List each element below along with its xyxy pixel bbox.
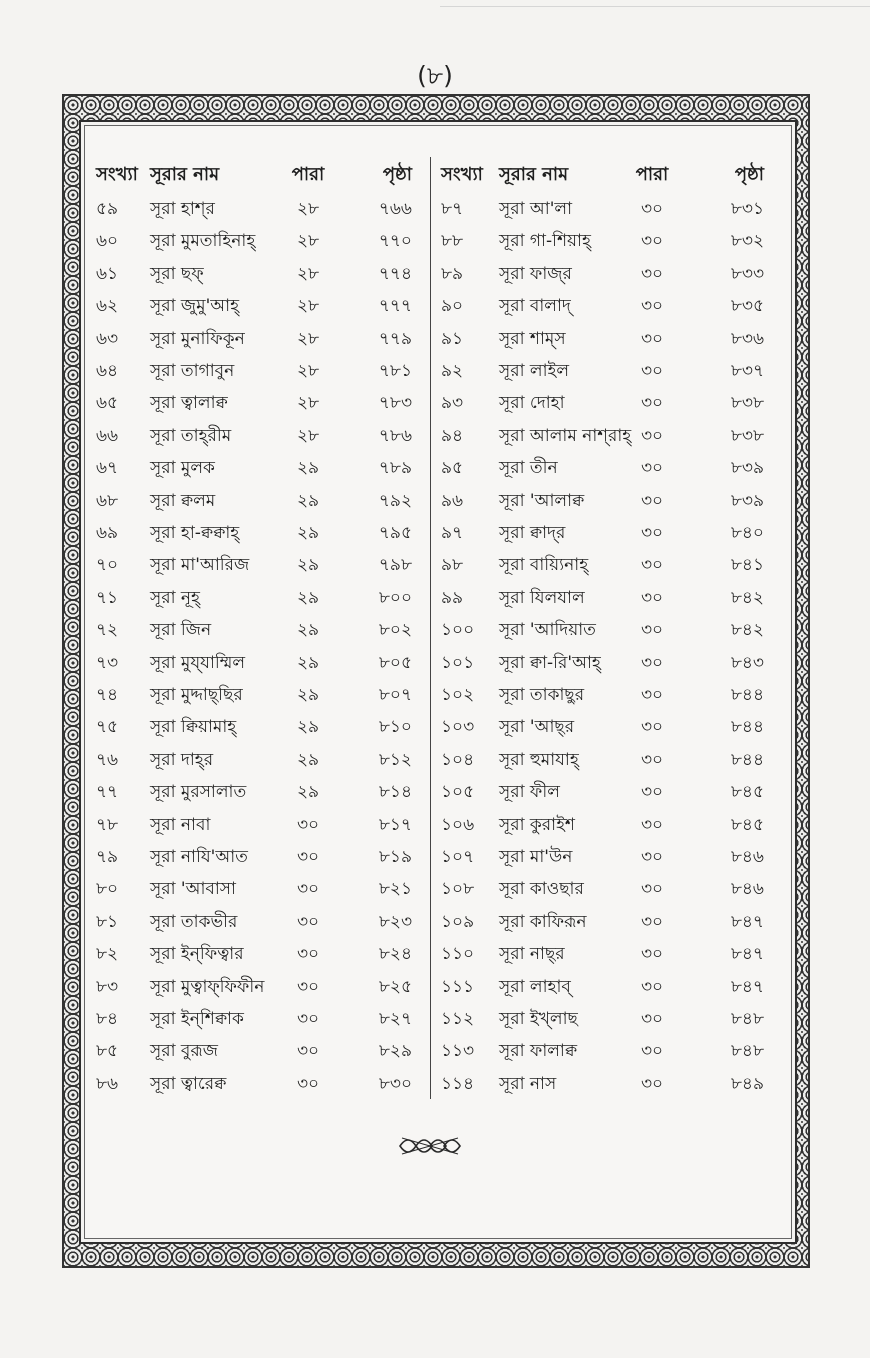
row-name: সূরা 'আছ্‌র	[499, 717, 575, 737]
row-number: ১১০	[441, 944, 475, 964]
row-name: সূরা ছফ্‌	[150, 264, 204, 284]
row-para: ৩০	[640, 1009, 664, 1029]
row-page: ৭৮৩	[378, 393, 412, 413]
row-para: ৩০	[640, 1074, 664, 1094]
row-page: ৮৩৮	[730, 393, 764, 413]
header-para-left: পারা	[291, 164, 325, 185]
row-page: ৭৮৯	[378, 458, 412, 478]
row-page: ৮০০	[378, 588, 412, 608]
row-number: ৭৯	[96, 847, 119, 867]
row-name: সূরা ফাজ্‌র	[499, 264, 572, 284]
row-name: সূরা আলাম নাশ্‌রাহ্‌	[499, 426, 632, 446]
row-name: সূরা যিলযাল	[499, 588, 585, 608]
row-page: ৮৪৫	[730, 782, 764, 802]
row-name: সূরা 'আদিয়াত	[499, 620, 596, 640]
row-para: ২৯	[296, 491, 320, 511]
row-number: ৫৯	[96, 199, 119, 219]
row-page: ৮৪২	[730, 620, 764, 640]
row-name: সূরা তাহ্‌রীম	[150, 426, 232, 446]
row-page: ৮৪৩	[730, 653, 764, 673]
row-page: ৮৩৩	[730, 264, 764, 284]
row-para: ৩০	[640, 879, 664, 899]
row-name: সূরা ইন্‌ফিত্বার	[150, 944, 244, 964]
row-name: সূরা ক্বলম	[150, 491, 216, 511]
row-name: সূরা শাম্‌স	[499, 329, 566, 349]
row-name: সূরা মুমতাহিনাহ্‌	[150, 231, 256, 251]
row-name: সূরা ক্বা-রি'আহ্‌	[499, 653, 601, 673]
row-para: ২৯	[296, 523, 320, 543]
row-number: ১০১	[441, 653, 475, 673]
row-page: ৮৪৫	[730, 815, 764, 835]
row-para: ২৯	[296, 685, 320, 705]
row-page: ৮২৩	[378, 912, 412, 932]
row-para: ৩০	[640, 944, 664, 964]
row-number: ৯৮	[441, 555, 464, 575]
row-number: ৮৮	[441, 231, 464, 251]
row-para: ৩০	[640, 393, 664, 413]
row-number: ১০৩	[441, 717, 475, 737]
row-para: ৩০	[640, 231, 664, 251]
row-page: ৮২৪	[378, 944, 412, 964]
row-number: ৭৪	[96, 685, 119, 705]
row-page: ৮৪২	[730, 588, 764, 608]
row-page: ৮২৫	[378, 977, 412, 997]
row-para: ৩০	[640, 685, 664, 705]
row-para: ৩০	[640, 750, 664, 770]
top-edge-line	[440, 6, 870, 7]
row-para: ২৮	[296, 426, 320, 446]
row-para: ৩০	[296, 879, 320, 899]
row-name: সূরা তীন	[499, 458, 558, 478]
row-para: ৩০	[640, 912, 664, 932]
row-para: ২৯	[296, 653, 320, 673]
row-name: সূরা ফালাক্ব	[499, 1041, 578, 1061]
row-number: ৭৫	[96, 717, 119, 737]
row-page: ৮০২	[378, 620, 412, 640]
row-page: ৮৪০	[730, 523, 764, 543]
row-page: ৮৪৭	[730, 944, 764, 964]
row-number: ১০৪	[441, 750, 475, 770]
row-number: ১১৪	[441, 1074, 475, 1094]
row-page: ৮২৭	[378, 1009, 412, 1029]
row-page: ৮০৫	[378, 653, 412, 673]
row-para: ২৯	[296, 750, 320, 770]
row-para: ৩০	[640, 458, 664, 478]
row-page: ৮৪৮	[730, 1009, 764, 1029]
row-page: ৮৩৭	[730, 361, 764, 381]
row-name: সূরা মা'আরিজ	[150, 555, 250, 575]
row-page: ৮৩০	[378, 1074, 412, 1094]
row-name: সূরা তাগাবুন	[150, 361, 235, 381]
row-page: ৮৪৪	[730, 685, 764, 705]
row-page: ৮১৯	[378, 847, 412, 867]
row-number: ৯২	[441, 361, 464, 381]
row-para: ২৮	[296, 329, 320, 349]
row-number: ১১২	[441, 1009, 475, 1029]
row-name: সূরা তাকাছুর	[499, 685, 585, 705]
row-page: ৮১২	[378, 750, 412, 770]
row-name: সূরা ইখ্‌লাছ	[499, 1009, 578, 1029]
row-page: ৭৯৮	[378, 555, 412, 575]
row-para: ২৯	[296, 458, 320, 478]
row-number: ৬৯	[96, 523, 119, 543]
row-number: ৯০	[441, 296, 464, 316]
row-page: ৭৮১	[378, 361, 412, 381]
row-name: সূরা দাহ্‌র	[150, 750, 214, 770]
row-para: ২৮	[296, 393, 320, 413]
row-para: ৩০	[296, 977, 320, 997]
row-number: ৮৯	[441, 264, 464, 284]
row-name: সূরা কুরাইশ	[499, 815, 575, 835]
row-page: ৮৪৪	[730, 750, 764, 770]
row-name: সূরা ত্বালাক্ব	[150, 393, 228, 413]
row-name: সূরা 'আবাসা	[150, 879, 236, 899]
header-name-left: সূরার নাম	[150, 164, 220, 185]
row-name: সূরা আ'লা	[499, 199, 573, 219]
row-para: ৩০	[640, 264, 664, 284]
header-number-right: সংখ্যা	[441, 164, 483, 185]
row-name: সূরা 'আলাক্ব	[499, 491, 585, 511]
row-name: সূরা বালাদ্‌	[499, 296, 571, 316]
row-page: ৮১০	[378, 717, 412, 737]
row-page: ৮৩৬	[730, 329, 764, 349]
row-number: ১০৬	[441, 815, 475, 835]
row-number: ৬৭	[96, 458, 119, 478]
row-para: ৩০	[296, 1074, 320, 1094]
row-number: ১০৫	[441, 782, 475, 802]
row-number: ৯৩	[441, 393, 464, 413]
row-name: সূরা মুত্বাফ্‌ফিফীন	[150, 977, 265, 997]
row-number: ৭৭	[96, 782, 119, 802]
row-name: সূরা ইন্‌শিক্বাক	[150, 1009, 244, 1029]
row-number: ৭৮	[96, 815, 119, 835]
row-para: ২৮	[296, 199, 320, 219]
column-divider	[430, 157, 431, 1099]
row-name: সূরা জুমু'আহ্‌	[150, 296, 239, 316]
row-number: ৬২	[96, 296, 119, 316]
row-number: ৯৪	[441, 426, 464, 446]
row-page: ৮৩২	[730, 231, 764, 251]
header-page-left: পৃষ্ঠা	[382, 164, 412, 185]
row-number: ৭০	[96, 555, 119, 575]
row-number: ৭২	[96, 620, 119, 640]
row-page: ৭৬৬	[378, 199, 412, 219]
row-para: ২৯	[296, 555, 320, 575]
row-name: সূরা বুরূজ	[150, 1041, 218, 1061]
row-number: ৬৩	[96, 329, 119, 349]
flourish-ornament-icon	[398, 1132, 462, 1160]
row-page: ৮৪৬	[730, 847, 764, 867]
row-para: ৩০	[640, 620, 664, 640]
row-number: ৬০	[96, 231, 119, 251]
row-number: ১০২	[441, 685, 475, 705]
row-page: ৭৭০	[378, 231, 412, 251]
row-number: ১০৯	[441, 912, 475, 932]
row-para: ৩০	[640, 977, 664, 997]
row-number: ৮৪	[96, 1009, 119, 1029]
row-number: ৯৯	[441, 588, 464, 608]
row-number: ৮১	[96, 912, 119, 932]
row-page: ৮৩১	[730, 199, 764, 219]
row-para: ৩০	[640, 588, 664, 608]
row-name: সূরা লাহাব্‌	[499, 977, 571, 997]
row-name: সূরা নাবা	[150, 815, 211, 835]
row-name: সূরা কাফিরূন	[499, 912, 587, 932]
row-para: ৩০	[640, 426, 664, 446]
row-number: ৬৮	[96, 491, 119, 511]
row-para: ৩০	[296, 1009, 320, 1029]
row-para: ৩০	[640, 847, 664, 867]
row-page: ৮৪৯	[730, 1074, 764, 1094]
row-name: সূরা হাশ্‌র	[150, 199, 215, 219]
row-name: সূরা তাকভীর	[150, 912, 238, 932]
row-name: সূরা মা'উন	[499, 847, 573, 867]
row-number: ৬৬	[96, 426, 119, 446]
row-para: ৩০	[640, 555, 664, 575]
row-para: ২৮	[296, 231, 320, 251]
row-para: ২৮	[296, 264, 320, 284]
row-page: ৮৩৫	[730, 296, 764, 316]
row-para: ৩০	[296, 1041, 320, 1061]
row-name: সূরা ফীল	[499, 782, 560, 802]
row-para: ৩০	[640, 815, 664, 835]
row-page: ৮২৯	[378, 1041, 412, 1061]
row-name: সূরা ক্বাদ্‌র	[499, 523, 566, 543]
row-name: সূরা নাযি'আত	[150, 847, 248, 867]
row-page: ৮৩৯	[730, 491, 764, 511]
row-para: ৩০	[296, 944, 320, 964]
row-para: ৩০	[640, 329, 664, 349]
row-para: ৩০	[640, 717, 664, 737]
header-number-left: সংখ্যা	[96, 164, 138, 185]
row-para: ৩০	[640, 361, 664, 381]
header-para-right: পারা	[635, 164, 669, 185]
row-page: ৮৪৭	[730, 912, 764, 932]
row-name: সূরা দোহা	[499, 393, 565, 413]
row-page: ৭৯২	[378, 491, 412, 511]
row-page: ৭৭৭	[378, 296, 412, 316]
row-para: ৩০	[640, 523, 664, 543]
row-page: ৮১৪	[378, 782, 412, 802]
row-number: ৬১	[96, 264, 119, 284]
row-page: ৮৪৮	[730, 1041, 764, 1061]
row-para: ২৯	[296, 782, 320, 802]
row-page: ৮৪৭	[730, 977, 764, 997]
row-para: ৩০	[640, 1041, 664, 1061]
row-name: সূরা লাইল	[499, 361, 570, 381]
row-para: ২৮	[296, 296, 320, 316]
row-number: ১০৮	[441, 879, 475, 899]
row-name: সূরা মুনাফিকূন	[150, 329, 245, 349]
row-page: ৭৭৯	[378, 329, 412, 349]
row-name: সূরা গা-শিয়াহ্‌	[499, 231, 591, 251]
row-para: ৩০	[296, 815, 320, 835]
row-name: সূরা নাছ্‌র	[499, 944, 565, 964]
row-page: ৭৭৪	[378, 264, 412, 284]
row-para: ৩০	[640, 491, 664, 511]
row-number: ১০০	[441, 620, 475, 640]
row-number: ৭৩	[96, 653, 119, 673]
row-page: ৮২১	[378, 879, 412, 899]
row-para: ৩০	[296, 847, 320, 867]
row-page: ৮৩৯	[730, 458, 764, 478]
row-para: ২৯	[296, 620, 320, 640]
page-number: (৮)	[417, 61, 453, 90]
row-page: ৮০৭	[378, 685, 412, 705]
row-number: ৬৫	[96, 393, 119, 413]
row-name: সূরা কাওছার	[499, 879, 584, 899]
row-number: ৮৫	[96, 1041, 119, 1061]
row-page: ৮৪১	[730, 555, 764, 575]
row-name: সূরা জিন	[150, 620, 212, 640]
row-number: ৯৬	[441, 491, 464, 511]
row-page: ৮৪৪	[730, 717, 764, 737]
row-name: সূরা মুদ্দাছ্‌ছির	[150, 685, 243, 705]
row-number: ৬৪	[96, 361, 119, 381]
row-number: ১১৩	[441, 1041, 475, 1061]
row-number: ৭১	[96, 588, 119, 608]
row-name: সূরা ত্বারেক্ব	[150, 1074, 227, 1094]
row-name: সূরা মুলক	[150, 458, 215, 478]
row-name: সূরা হা-ক্বক্বাহ্‌	[150, 523, 240, 543]
row-number: ৯৭	[441, 523, 464, 543]
row-name: সূরা মুরসালাত	[150, 782, 247, 802]
row-para: ২৯	[296, 588, 320, 608]
row-name: সূরা বায়্যিনাহ্‌	[499, 555, 589, 575]
row-number: ৯১	[441, 329, 464, 349]
row-para: ৩০	[640, 653, 664, 673]
row-page: ৮৩৮	[730, 426, 764, 446]
row-para: ২৮	[296, 361, 320, 381]
row-number: ৮৩	[96, 977, 119, 997]
row-name: সূরা নাস	[499, 1074, 557, 1094]
row-page: ৮১৭	[378, 815, 412, 835]
row-para: ৩০	[640, 199, 664, 219]
row-number: ৮৭	[441, 199, 464, 219]
row-number: ৮২	[96, 944, 119, 964]
row-name: সূরা নূহ্‌	[150, 588, 200, 608]
header-name-right: সূরার নাম	[499, 164, 569, 185]
row-number: ৭৬	[96, 750, 119, 770]
header-page-right: পৃষ্ঠা	[734, 164, 764, 185]
row-page: ৭৯৫	[378, 523, 412, 543]
row-number: ৮৬	[96, 1074, 119, 1094]
row-number: ৮০	[96, 879, 119, 899]
row-para: ৩০	[640, 782, 664, 802]
row-para: ৩০	[296, 912, 320, 932]
row-number: ১০৭	[441, 847, 475, 867]
row-para: ২৯	[296, 717, 320, 737]
row-name: সূরা ক্বিয়ামাহ্‌	[150, 717, 237, 737]
row-page: ৭৮৬	[378, 426, 412, 446]
row-name: সূরা মুয্‌যাম্মিল	[150, 653, 246, 673]
row-para: ৩০	[640, 296, 664, 316]
row-page: ৮৪৬	[730, 879, 764, 899]
row-number: ১১১	[441, 977, 475, 997]
row-number: ৯৫	[441, 458, 464, 478]
row-name: সূরা হুমাযাহ্‌	[499, 750, 579, 770]
